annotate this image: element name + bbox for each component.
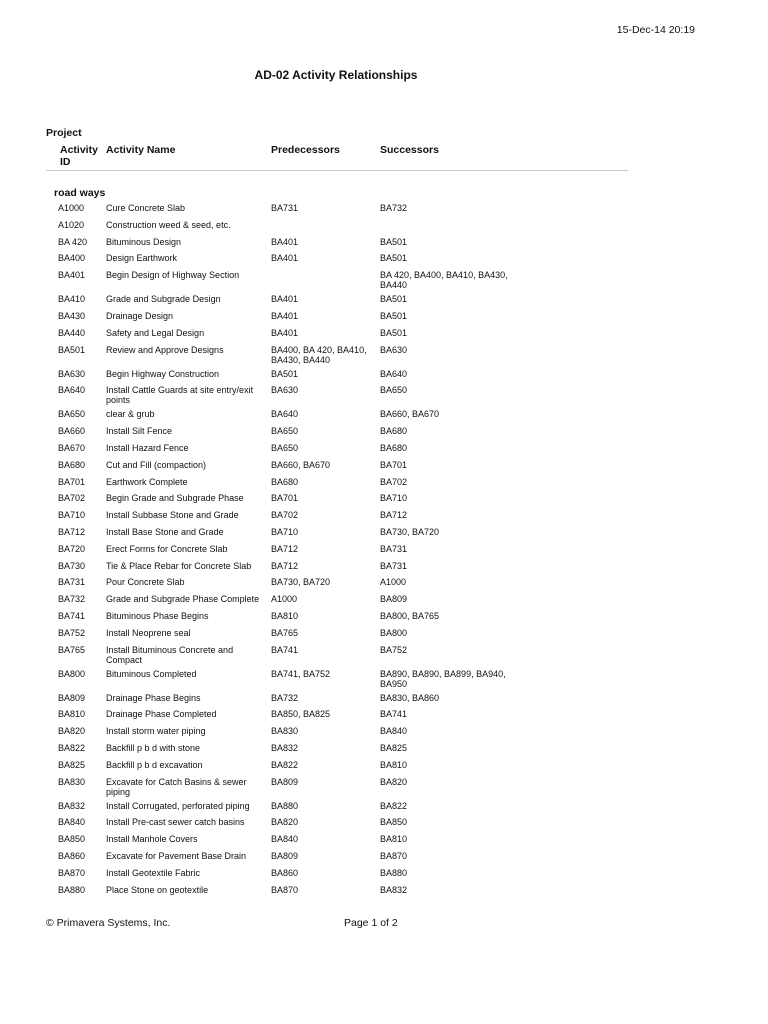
activity-id-cell: BA410 <box>58 294 86 305</box>
predecessors-cell: A1000 <box>271 594 298 605</box>
predecessors-cell: BA822 <box>271 759 299 770</box>
footer-copyright: © Primavera Systems, Inc. <box>46 917 171 929</box>
predecessors-cell: BA860 <box>271 867 299 878</box>
successors-cell: BA712 <box>380 510 408 521</box>
activity-id-cell: BA741 <box>58 610 86 621</box>
successors-cell: BA850 <box>380 817 408 828</box>
activity-id-cell: BA850 <box>58 834 86 845</box>
successors-cell: BA880 <box>380 867 408 878</box>
activity-id-cell: BA732 <box>58 594 86 605</box>
activity-id-cell: BA830 <box>58 776 86 787</box>
activity-id-cell: BA680 <box>58 459 86 470</box>
predecessors-cell: BA730, BA720 <box>271 577 331 588</box>
activity-id-header-line2: ID <box>60 156 71 168</box>
activity-name-cell: Grade and Subgrade Phase Complete <box>106 594 260 605</box>
predecessors-cell: BA830 <box>271 726 299 737</box>
activity-id-cell: BA765 <box>58 644 86 655</box>
successors-cell: BA822 <box>380 800 408 811</box>
successors-cell: BA752 <box>380 644 408 655</box>
successors-cell: BA501 <box>380 236 408 247</box>
activity-name-cell: Bituminous Completed <box>106 668 197 679</box>
activity-id-cell: BA880 <box>58 884 86 895</box>
activity-name-cell: Design Earthwork <box>106 253 178 264</box>
activity-name-cell: Tie & Place Rebar for Concrete Slab <box>106 560 252 571</box>
successors-cell: BA501 <box>380 294 408 305</box>
successors-cell: BA701 <box>380 459 408 470</box>
table-row <box>0 527 768 544</box>
activity-id-cell: BA730 <box>58 560 86 571</box>
successors-cell: BA870 <box>380 850 408 861</box>
successors-cell: BA830, BA860 <box>380 692 440 703</box>
table-row <box>0 743 768 760</box>
activity-name-cell: Drainage Phase Completed <box>106 709 217 720</box>
table-row <box>0 493 768 510</box>
activity-id-cell: BA820 <box>58 726 86 737</box>
activity-name-cell: Drainage Phase Begins <box>106 692 201 703</box>
table-row <box>0 294 768 311</box>
table-row <box>0 885 768 902</box>
predecessors-cell: BA401 <box>271 327 299 338</box>
successors-cell: BA640 <box>380 368 408 379</box>
activity-name-cell: Pour Concrete Slab <box>106 577 185 588</box>
activity-name-cell: Bituminous Design <box>106 236 182 247</box>
project-header: Project <box>46 127 82 139</box>
successors-cell: BA501 <box>380 253 408 264</box>
activity-name-cell: Install Manhole Covers <box>106 834 198 845</box>
successors-cell: BA810 <box>380 759 408 770</box>
activity-name-cell: clear & grub <box>106 409 155 420</box>
successors-header: Successors <box>380 144 439 156</box>
table-row <box>0 645 768 669</box>
activity-name-cell: Cure Concrete Slab <box>106 203 186 213</box>
table-row <box>0 460 768 477</box>
activity-id-cell: BA800 <box>58 668 86 679</box>
table-row <box>0 220 768 237</box>
activity-name-cell: Drainage Design <box>106 310 174 321</box>
activity-name-cell: Install Pre-cast sewer catch basins <box>106 817 245 828</box>
activity-name-cell: Begin Design of Highway Section <box>106 270 240 281</box>
table-row <box>0 628 768 645</box>
predecessors-cell: BA870 <box>271 884 299 895</box>
successors-cell: BA800, BA765 <box>380 610 440 621</box>
predecessors-cell: BA400, BA 420, BA410, BA430, BA440 <box>271 344 367 365</box>
activity-id-cell: BA731 <box>58 577 86 588</box>
table-row <box>0 426 768 443</box>
activity-name-cell: Grade and Subgrade Design <box>106 294 221 305</box>
predecessors-cell: BA630 <box>271 385 299 396</box>
activity-id-cell: BA712 <box>58 526 86 537</box>
activity-name-cell: Install Neoprene seal <box>106 627 191 638</box>
predecessors-cell: BA731 <box>271 203 299 213</box>
predecessors-cell: BA650 <box>271 442 299 453</box>
activity-name-cell: Excavate for Pavement Base Drain <box>106 850 247 861</box>
predecessors-cell: BA401 <box>271 310 299 321</box>
successors-cell: BA890, BA890, BA899, BA940, BA950 <box>380 668 506 689</box>
successors-cell: BA501 <box>380 327 408 338</box>
activity-id-cell: A1020 <box>58 219 85 230</box>
activity-name-cell: Review and Approve Designs <box>106 344 224 355</box>
successors-cell: BA650 <box>380 385 408 396</box>
activity-id-cell: BA501 <box>58 344 86 355</box>
predecessors-cell: BA501 <box>271 368 299 379</box>
table-row <box>0 311 768 328</box>
table-row <box>0 594 768 611</box>
successors-cell: BA501 <box>380 310 408 321</box>
activity-id-cell: BA860 <box>58 850 86 861</box>
successors-cell: BA820 <box>380 776 408 787</box>
activity-id-cell: BA630 <box>58 368 86 379</box>
activity-name-cell: Begin Highway Construction <box>106 368 220 379</box>
activity-id-cell: A1000 <box>58 203 85 213</box>
successors-cell: BA680 <box>380 442 408 453</box>
activity-id-cell: BA670 <box>58 442 86 453</box>
predecessors-cell: BA650 <box>271 426 299 437</box>
activity-id-cell: BA710 <box>58 510 86 521</box>
table-row <box>0 801 768 818</box>
activity-id-cell: BA701 <box>58 476 86 487</box>
report-timestamp: 15-Dec-14 20:19 <box>616 24 695 36</box>
table-row <box>0 669 768 693</box>
activity-name-cell: Install Bituminous Concrete and Compact <box>106 644 234 665</box>
table-row <box>0 409 768 426</box>
predecessors-cell: BA820 <box>271 817 299 828</box>
section-heading: road ways <box>54 187 106 199</box>
predecessors-cell: BA401 <box>271 236 299 247</box>
activity-id-cell: BA400 <box>58 253 86 264</box>
predecessors-cell: BA809 <box>271 776 299 787</box>
activity-name-cell: Install Corrugated, perforated piping <box>106 800 250 811</box>
successors-cell: BA660, BA670 <box>380 409 440 420</box>
header-divider <box>46 170 628 171</box>
successors-cell: BA702 <box>380 476 408 487</box>
table-row <box>0 253 768 270</box>
successors-cell: BA710 <box>380 493 408 504</box>
successors-cell: A1000 <box>380 577 407 588</box>
activity-id-cell: BA810 <box>58 709 86 720</box>
successors-cell: BA730, BA720 <box>380 526 440 537</box>
successors-cell: BA630 <box>380 344 408 355</box>
table-row <box>0 561 768 578</box>
predecessors-cell: BA741 <box>271 644 299 655</box>
activity-name-cell: Install storm water piping <box>106 726 206 737</box>
predecessors-header: Predecessors <box>271 144 340 156</box>
table-row <box>0 868 768 885</box>
successors-cell: BA680 <box>380 426 408 437</box>
predecessors-cell: BA741, BA752 <box>271 668 331 679</box>
footer-page-number: Page 1 of 2 <box>344 917 398 929</box>
predecessors-cell: BA680 <box>271 476 299 487</box>
table-row <box>0 777 768 801</box>
table-row <box>0 328 768 345</box>
table-row <box>0 203 768 220</box>
table-row <box>0 851 768 868</box>
activity-id-cell: BA870 <box>58 867 86 878</box>
predecessors-cell: BA702 <box>271 510 299 521</box>
activity-id-cell: BA720 <box>58 543 86 554</box>
successors-cell: BA800 <box>380 627 408 638</box>
successors-cell: BA731 <box>380 543 408 554</box>
successors-cell: BA809 <box>380 594 408 605</box>
table-row <box>0 345 768 369</box>
predecessors-cell: BA712 <box>271 543 299 554</box>
predecessors-cell: BA832 <box>271 742 299 753</box>
table-row <box>0 693 768 710</box>
activity-name-cell: Bituminous Phase Begins <box>106 610 209 621</box>
table-row <box>0 510 768 527</box>
activity-name-cell: Install Silt Fence <box>106 426 173 437</box>
activity-name-cell: Cut and Fill (compaction) <box>106 459 207 470</box>
table-row <box>0 369 768 386</box>
activity-name-cell: Earthwork Complete <box>106 476 188 487</box>
predecessors-cell: BA840 <box>271 834 299 845</box>
activity-id-cell: BA840 <box>58 817 86 828</box>
activity-id-cell: BA401 <box>58 270 86 281</box>
activity-id-cell: BA640 <box>58 385 86 396</box>
activity-id-cell: BA825 <box>58 759 86 770</box>
activity-name-header: Activity Name <box>106 144 176 156</box>
activity-name-cell: Backfill p b d with stone <box>106 742 201 753</box>
successors-cell: BA810 <box>380 834 408 845</box>
table-row <box>0 726 768 743</box>
successors-cell: BA825 <box>380 742 408 753</box>
activity-name-cell: Backfill p b d excavation <box>106 759 203 770</box>
successors-cell: BA741 <box>380 709 408 720</box>
report-title: AD-02 Activity Relationships <box>254 68 418 82</box>
table-row <box>0 477 768 494</box>
activity-id-cell: BA809 <box>58 692 86 703</box>
predecessors-cell: BA640 <box>271 409 299 420</box>
activity-id-cell: BA832 <box>58 800 86 811</box>
predecessors-cell: BA880 <box>271 800 299 811</box>
table-row <box>0 443 768 460</box>
activity-id-cell: BA440 <box>58 327 86 338</box>
activity-name-cell: Place Stone on geotextile <box>106 884 209 895</box>
table-row <box>0 611 768 628</box>
activity-name-cell: Erect Forms for Concrete Slab <box>106 543 228 554</box>
activity-id-cell: BA702 <box>58 493 86 504</box>
predecessors-cell: BA765 <box>271 627 299 638</box>
activity-name-cell: Begin Grade and Subgrade Phase <box>106 493 244 504</box>
activity-id-cell: BA430 <box>58 310 86 321</box>
activity-id-header-line1: Activity <box>60 144 98 156</box>
table-row <box>0 760 768 777</box>
predecessors-cell: BA712 <box>271 560 299 571</box>
activity-name-cell: Install Base Stone and Grade <box>106 526 224 537</box>
activity-name-cell: Install Subbase Stone and Grade <box>106 510 239 521</box>
activity-id-cell: BA752 <box>58 627 86 638</box>
successors-cell: BA732 <box>380 203 408 213</box>
activity-id-cell: BA650 <box>58 409 86 420</box>
table-row <box>0 834 768 851</box>
table-row <box>0 709 768 726</box>
activity-name-cell: Excavate for Catch Basins & sewer piping <box>106 776 247 797</box>
predecessors-cell: BA660, BA670 <box>271 459 331 470</box>
predecessors-cell: BA401 <box>271 294 299 305</box>
activity-name-cell: Install Cattle Guards at site entry/exit points <box>106 385 254 406</box>
table-row <box>0 237 768 254</box>
predecessors-cell: BA810 <box>271 610 299 621</box>
successors-cell: BA731 <box>380 560 408 571</box>
table-row <box>0 385 768 409</box>
successors-cell: BA832 <box>380 884 408 895</box>
activity-name-cell: Construction weed & seed, etc. <box>106 219 231 230</box>
activity-id-cell: BA660 <box>58 426 86 437</box>
activity-table <box>0 203 768 901</box>
predecessors-cell: BA701 <box>271 493 299 504</box>
table-row <box>0 544 768 561</box>
successors-cell: BA 420, BA400, BA410, BA430, BA440 <box>380 270 508 291</box>
predecessors-cell: BA850, BA825 <box>271 709 331 720</box>
table-row <box>0 270 768 294</box>
successors-cell: BA840 <box>380 726 408 737</box>
activity-id-cell: BA 420 <box>58 236 88 247</box>
predecessors-cell: BA809 <box>271 850 299 861</box>
activity-name-cell: Safety and Legal Design <box>106 327 205 338</box>
activity-id-cell: BA822 <box>58 742 86 753</box>
activity-name-cell: Install Geotextile Fabric <box>106 867 201 878</box>
activity-name-cell: Install Hazard Fence <box>106 442 189 453</box>
table-row <box>0 577 768 594</box>
predecessors-cell: BA732 <box>271 692 299 703</box>
predecessors-cell: BA710 <box>271 526 299 537</box>
predecessors-cell: BA401 <box>271 253 299 264</box>
table-row <box>0 817 768 834</box>
